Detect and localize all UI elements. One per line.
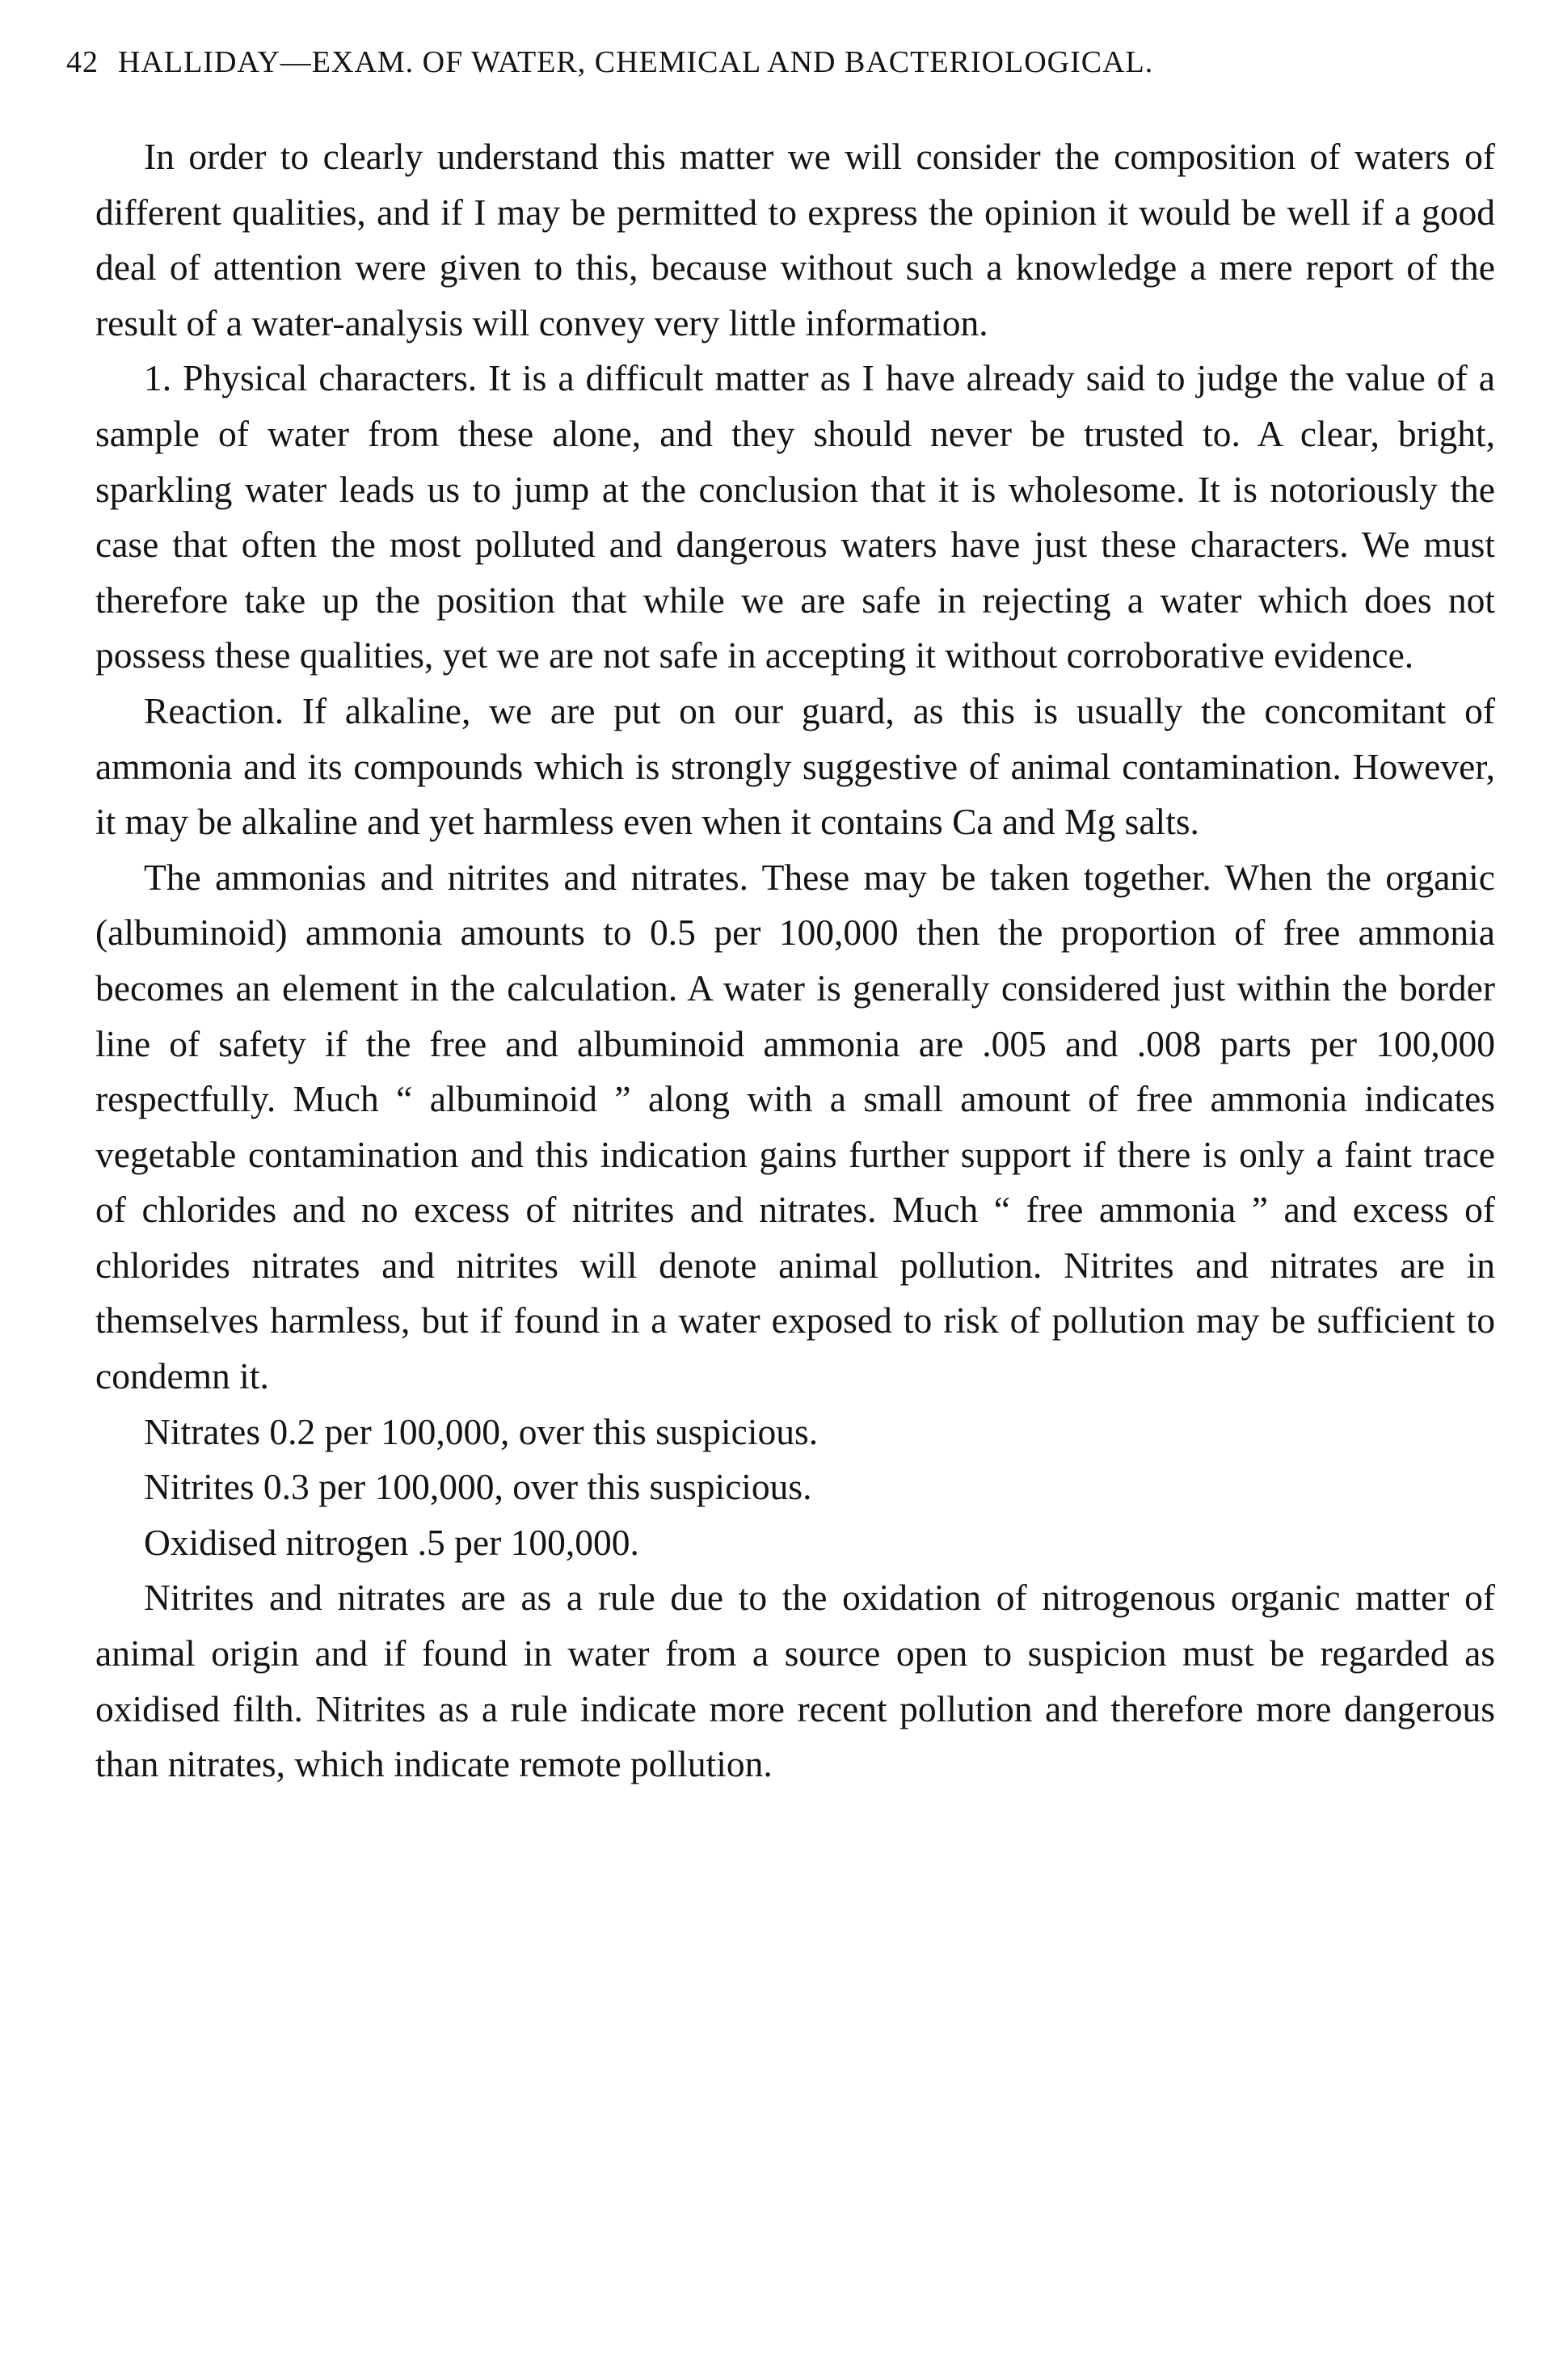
paragraph-ammonias: The ammonias and nitrites and nitrates. These may be taken together. When the organic (albuminoid) ammonia amounts to 0.5 per 100,000 then the proportion of free ammonia becomes an element in the calculation. A water is generally considered just within the border line of safety if the free and albuminoid ammonia are .005 and .008 parts per 100,000 respectfully. Much “ albuminoid ” along with a small amount of free ammonia indicates vegetable contamination and this indication gains further support if there is only a faint trace of chlorides and no excess of nitrites and nitrates. Much “ free ammonia ” and excess of chlorides nitrates and nitrites will denote animal pollution. Nitrites and nitrates are in themselves harmless, but if found in a water exposed to risk of pollution may be sufficient to condemn it. [95, 856, 1495, 1397]
paragraph-introduction: In order to clearly understand this matter we will consider the composition of waters of different qualities, and if I may be permitted to express the opinion it would be well if a good deal of attention were given to this, because without such a knowledge a mere report of the result of a water-analysis will convey very little information. [95, 136, 1495, 343]
paragraph-physical-characters: 1. Physical characters. It is a difficult matter as I have already said to judge the value of a sample of water from these alone, and they should never be trusted to. A clear, bright, sparkling water leads us to jump at the conclusion that it is wholesome. It is notoriously the case that often the most polluted and dangerous waters have just these characters. We must therefore take up the position that while we are safe in rejecting a water which does not possess these qualities, yet we are not safe in accepting it without corroborative evidence. [95, 357, 1495, 676]
running-title: HALLIDAY—EXAM. OF WATER, CHEMICAL AND BACTERIOLOGICAL. [118, 45, 1154, 79]
running-head [66, 42, 1497, 82]
paragraph-reaction: Reaction. If alkaline, we are put on our guard, as this is usually the concomitant of ammonia and its compounds which is strongly suggestive of animal contamination. However, it may be alkaline and yet harmless even when it contains Ca and Mg salts. [95, 689, 1495, 843]
statement-oxidised-nitrogen: Oxidised nitrogen .5 per 100,000. [144, 1521, 639, 1563]
page-number: 42 [66, 45, 99, 79]
statement-nitrates: Nitrates 0.2 per 100,000, over this suspicious. [144, 1410, 819, 1452]
page-body [95, 129, 1495, 1792]
statement-nitrites: Nitrites 0.3 per 100,000, over this suspicious. [144, 1466, 812, 1508]
paragraph-closing: Nitrites and nitrates are as a rule due to the oxidation of nitrogenous organic matter of animal origin and if found in water from a source open to suspicion must be regarded as oxidised filth. Nitrites as a rule indicate more recent pollution and therefore more dangerous than nitrates, which indicate remote pollution. [95, 1577, 1495, 1785]
